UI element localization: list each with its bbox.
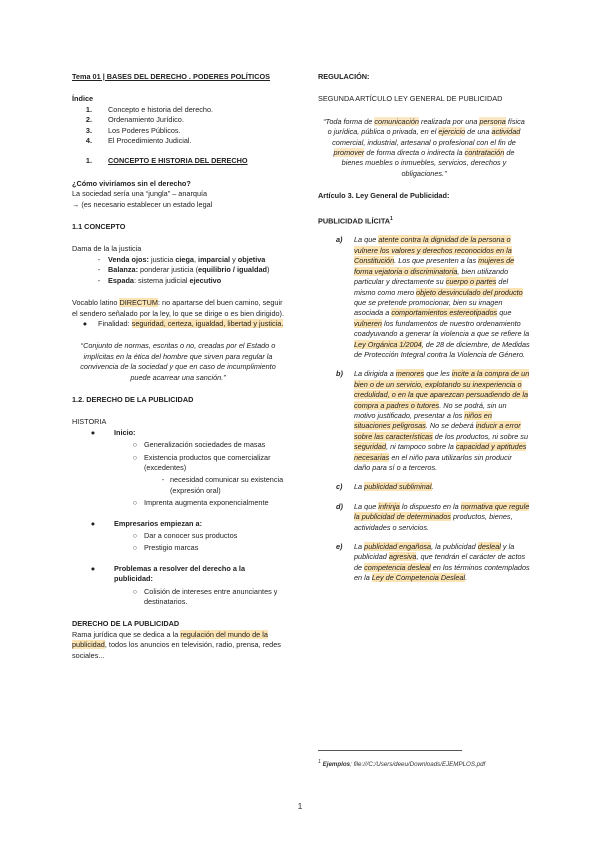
index-text: Los Poderes Públicos.: [108, 125, 181, 135]
publicidad-definition-quote: “Toda forma de comunicación realizada por una persona física o jurídica, pública o privada, en el ejercicio de una actividad comercial, industrial, artesanal o profesional con el fin de promover de forma directa o indirecta la contratación de bienes muebles o inmuebles, servicios, derechos y obligaciones.”: [323, 116, 525, 178]
index-number: 2.: [85, 115, 92, 125]
inicio-list: [72, 440, 284, 508]
derecho-publicidad-text: Rama jurídica que se dedica a la regulación del mundo de la publicidad, todos los anuncios en televisión, radio, prensa, redes sociales...: [72, 629, 281, 660]
footnote-ref[interactable]: 1: [390, 215, 393, 222]
dama-item: [72, 255, 284, 265]
dama-item-text: Balanza: ponderar justicia (equilibrio / igualdad): [108, 265, 270, 275]
dama-item: [72, 265, 284, 275]
dama-item-text: Espada: sistema judicial ejecutivo: [108, 275, 222, 285]
section-1-number: 1.: [85, 156, 92, 166]
index-list: [72, 105, 284, 147]
definition-quote: “Conjunto de normas, escritas o no, creadas por el Estado o implícitas en la ética del hombre que sirven para regular la convivencia de la sociedad y que en caso de incumplimiento puede acarrear una sanción.”: [80, 341, 276, 382]
ilicita-item: [318, 369, 530, 473]
dash-marker: -: [161, 475, 165, 485]
circle-marker: ○: [132, 586, 138, 596]
index-item: [72, 105, 284, 115]
section-1-heading: [72, 156, 284, 166]
segunda-articulo: SEGUNDA ARTÍCULO LEY GENERAL DE PUBLICIDAD: [318, 94, 503, 104]
inicio-item-text: Generalización sociedades de masas: [144, 440, 266, 450]
dama-text: Dama de la la justicia: [72, 244, 142, 254]
ilicita-text: La que atente contra la dignidad de la persona o vulnere los valores y derechos reconocidos en la Constitución. Los que presenten a las mujeres de forma vejatoria o discriminatoria, bien utilizando particular y directamente su cuerpo o partes del mismo como mero objeto desvinculado del producto que se pretende promocionar, bien su imagen asociada a comportamientos estereotipados que vulneren los fundamentos de nuestro ordenamiento coadyuvando a generar la violencia a que se refiere la Ley Orgánica 1/2004, de 28 de diciembre, de Medidas de Protección Integral contra la Violencia de Género.: [354, 235, 530, 359]
publicidad-ilicita-title: PUBLICIDAD ILÍCITA$^1$: [318, 215, 393, 226]
inicio-subitem-text: necesidad comunicar su existencia (expresión oral): [170, 475, 284, 495]
inicio-item: [72, 453, 284, 474]
ilicita-item: [318, 235, 530, 360]
articulo-3-title: Artículo 3. Ley General de Publicidad:: [318, 191, 450, 201]
index-text: Concepto e historia del derecho.: [108, 104, 214, 114]
index-title: Índice: [72, 94, 94, 104]
topic-title: Tema 01 | BASES DEL DERECHO . PODERES POLÍTICOS: [72, 72, 271, 81]
footnote-divider: [318, 750, 462, 751]
ilicita-text: La dirigida a menores que les incite a la compra de un bien o de un servicio, explotando su inexperiencia o credulidad, o en la que aparezcan persuadiendo de la compra a padres o tutores. No se podrá, sin un motivo justificado, presentar a los niños en situaciones peligrosas. No se deberá inducir a error sobre las características de los productos, ni sobre su seguridad, ni tampoco sobre la capacidad y aptitudes necesarias en el niño para utilizarlos sin producir daño para sí o a terceros.: [354, 369, 530, 473]
derecho-publicidad-title: DERECHO DE LA PUBLICIDAD: [72, 619, 180, 629]
ilicita-letter: a): [336, 235, 343, 245]
ilicita-letter: c): [336, 482, 343, 492]
dama-item-text: Venda ojos: justicia ciega, imparcial y objetiva: [108, 254, 266, 264]
ilicita-item: [318, 542, 530, 584]
circle-marker: ○: [132, 543, 138, 553]
index-item: [72, 136, 284, 146]
footnote: $^1$ Ejemplos; file:///C:/Users/deeu/Downloads/EJEMPLOS.pdf: [318, 759, 486, 769]
dash-marker: -: [97, 265, 101, 275]
inicio-item-text: Imprenta augmenta exponencialmente: [144, 498, 269, 508]
vocablo-paragraph: Vocablo latino DIRECTUM: no apartarse del buen camino, seguir el sendero señalado por la ley, lo que se dirige o es bien dirigido).: [72, 298, 285, 318]
ilicita-text: La publicidad engañosa, la publicidad desleal y la publicidad agresiva, que tendrán el carácter de actos de competencia desleal en los términos contemplados en la Ley de Competencia Desleal.: [354, 542, 530, 583]
circle-marker: ○: [132, 452, 138, 462]
section-1-2-title: 1.2. DERECHO DE LA PUBLICIDAD: [72, 394, 194, 404]
question-line-1: La sociedad sería una “jungla” – anarquía: [72, 189, 208, 199]
index-item: [72, 115, 284, 125]
circle-marker: ○: [132, 498, 138, 508]
inicio-item-text: Existencia productos que comercializar (excedentes): [144, 452, 271, 472]
problemas-item: [72, 587, 284, 608]
problemas-item-text: Colisión de intereses entre anunciantes y destinatarios.: [144, 586, 278, 607]
empresarios-item: [72, 531, 284, 541]
left-column: [72, 72, 284, 661]
ilicita-list: [318, 235, 530, 583]
regulacion-title: REGULACIÓN:: [318, 72, 370, 81]
concept-title: 1.1 CONCEPTO: [72, 222, 126, 232]
index-item: [72, 126, 284, 136]
ilicita-letter: e): [336, 542, 343, 552]
dash-marker: -: [97, 254, 101, 264]
ilicita-letter: d): [336, 501, 343, 511]
problemas-bullet: ● Problemas a resolver del derecho a la publicidad:: [90, 563, 246, 584]
footnote-link[interactable]: ; file:///C:/Users/deeu/Downloads/EJEMPLOS.pdf: [350, 761, 486, 769]
section-1-title: CONCEPTO E HISTORIA DEL DERECHO: [108, 156, 248, 166]
empresarios-list: [72, 531, 284, 554]
ilicita-letter: b): [336, 369, 343, 379]
dama-list: [72, 255, 284, 286]
ilicita-item: [318, 502, 530, 533]
empresarios-item: [72, 543, 284, 553]
finalidad-bullet: ● Finalidad: seguridad, certeza, igualdad, libertad y justicia.: [82, 318, 284, 328]
ilicita-text: La que infrinja lo dispuesto en la normativa que regule la publicidad de determinados productos, bienes, actividades o servicios.: [354, 501, 530, 532]
index-text: El Procedimiento Judicial.: [108, 136, 192, 146]
empresarios-item-text: Prestigio marcas: [144, 543, 199, 553]
empresarios-item-text: Dar a conocer sus productos: [144, 531, 238, 540]
ilicita-text: La publicidad subliminal.: [354, 482, 434, 492]
index-number: 3.: [85, 125, 92, 135]
inicio-item: [72, 498, 284, 508]
inicio-item: [72, 440, 284, 450]
question: ¿Cómo viviríamos sin el derecho?: [72, 178, 191, 188]
historia-label: HISTORIA: [72, 417, 107, 427]
right-column: [318, 72, 530, 584]
circle-marker: ○: [132, 440, 138, 450]
page-number: 1: [297, 801, 303, 811]
dama-item: [72, 276, 284, 286]
inicio-bullet: ● Inicio:: [90, 427, 136, 437]
question-line-2: → (es necesario establecer un estado legal: [72, 199, 213, 209]
problemas-list: [72, 587, 284, 608]
finalidad-text: Finalidad: seguridad, certeza, igualdad, libertad y justicia.: [98, 318, 284, 328]
ilicita-item: [318, 482, 530, 492]
index-number: 4.: [85, 136, 92, 146]
dash-marker: -: [97, 275, 101, 285]
empresarios-bullet: ● Empresarios empiezan a:: [90, 518, 203, 528]
index-number: 1.: [85, 104, 92, 114]
inicio-subitem: [72, 475, 284, 496]
index-text: Ordenamiento Jurídico.: [108, 115, 184, 125]
circle-marker: ○: [132, 531, 138, 540]
